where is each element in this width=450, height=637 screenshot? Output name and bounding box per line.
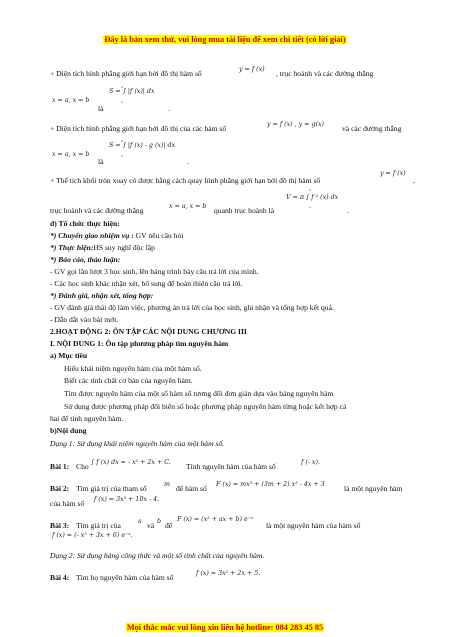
area2-dot: . <box>187 157 189 166</box>
area2-la: là <box>98 157 104 166</box>
ex3-mid: để <box>165 521 173 530</box>
ex2-pre: Tìm giá trị của tham số <box>76 484 147 493</box>
ex2-label: Bài 2: <box>50 484 70 493</box>
goal-item-4: Sử dụng được phương pháp đổi biến số hoặc phương pháp nguyên hàm từng hoặc kết hợp cả <box>64 402 347 411</box>
area2-upper-limit: b <box>121 139 123 143</box>
report-item-2: - Các học sinh khác nhận xét, bổ sung để hoàn thiện câu trả lời. <box>50 279 243 288</box>
area2-lines: x = a, x = b <box>52 151 90 158</box>
task-text: GV nêu câu hỏi <box>133 231 184 240</box>
area1-lower-limit: a <box>121 100 123 104</box>
volume-text: + Thể tích khối tròn xoay có được bằng cách quay hình phẳng giới hạn bởi đồ thị hàm số <box>50 176 321 185</box>
task-line <box>50 231 183 240</box>
ex2-tail: là một nguyên hàm <box>344 484 403 493</box>
hotline-banner <box>0 617 450 635</box>
area1-tail: , trục hoành và các đường thẳng <box>276 69 374 78</box>
area1-lines: x = a, x = b <box>52 97 90 104</box>
ex3-func: f (x) = (- x² + 3x + 6) e⁻ˣ. <box>52 532 133 539</box>
volume-lower-limit: a <box>309 205 311 209</box>
ex2-param: m <box>164 481 170 488</box>
ex1-equation: ∫ f (x) dx = - x² + 2x + C. <box>91 459 171 466</box>
ex3-a: a <box>138 518 142 525</box>
ex3-pre: Tìm giá trị của <box>76 521 121 530</box>
content1-heading: I. NỘI DUNG 1: Ôn tập phương pháp tìm nguyên hàm <box>50 339 229 348</box>
goal-item-1: Hiểu khái niệm nguyên hàm của một hàm số. <box>64 364 202 373</box>
ex2-line2: của hàm số <box>50 499 85 508</box>
eval-item-1: - GV đánh giá thái độ làm việc, phương án trả lời của học sinh, ghi nhận và tổng hợp kết quả. <box>50 303 334 312</box>
ex1-func: f (- x). <box>301 459 320 466</box>
ex2-equation: F (x) = mx³ + (3m + 2) x² - 4x + 3 <box>216 481 325 488</box>
report-item-1: - GV gọi lần lượt 3 học sinh, lên bảng trình bày câu trả lời của mình. <box>50 267 259 276</box>
volume-upper-limit: b <box>309 188 311 192</box>
type2-heading: Dạng 2: Sử dụng bảng công thức và một số tính chất của nguyên hàm. <box>50 551 265 560</box>
area1-text: + Diện tích hình phẳng giới hạn bởi đồ thị hàm số <box>50 69 202 78</box>
activity2-heading: 2.HOẠT ĐỘNG 2: ÔN TẬP CÁC NỘI DUNG CHƯƠNG III <box>50 327 247 336</box>
eval-label: *) Đánh giá, nhận xét, tổng hợp: <box>50 291 154 300</box>
area1-la: là <box>98 104 104 113</box>
ex1-mid: Tính nguyên hàm của hàm số <box>186 462 276 471</box>
area2-func: y = f (x) , y = g(x) <box>267 121 324 128</box>
area2-lower-limit: a <box>121 154 123 158</box>
area2-formula: S = ∫ |f (x) - g (x)| dx <box>109 142 176 149</box>
ex2-mid: để hàm số <box>176 484 207 493</box>
ex3-and: và <box>147 521 155 530</box>
goal-item-2: Biết các tính chất cơ bản của nguyên hàm. <box>64 376 193 385</box>
ex3-b: b <box>157 518 162 525</box>
area1-dot: . <box>168 104 170 113</box>
org-heading: d) Tổ chức thực hiện: <box>50 219 120 228</box>
ex4-label: Bài 4: <box>50 573 70 582</box>
area1-upper-limit: b <box>121 85 123 89</box>
volume-formula: V = π ∫ f ² (x) dx <box>286 194 339 201</box>
volume-func: y = f (x) <box>380 170 406 177</box>
report-label: *) Báo cáo, thảo luận: <box>50 255 121 264</box>
content-heading: b)Nội dung <box>50 426 87 435</box>
hotline-banner-text: Mọi thắc mắc vui lòng xin liên hệ hotline: 084 283 45 85 <box>126 623 324 632</box>
ex4-func: f (x) = 3x² + 2x + 5. <box>196 570 261 577</box>
exec-text: HS suy nghĩ độc lập <box>93 243 155 252</box>
type1-heading: Dạng 1: Sử dụng khái niệm nguyên hàm của một hàm số. <box>50 439 225 448</box>
goal-heading: a) Mục tiêu <box>50 351 88 360</box>
volume-lines: x = a, x = b <box>169 203 207 210</box>
volume-dot: . <box>347 206 349 215</box>
ex3-equation: F (x) = (x² + ax + b) e⁻ˣ <box>177 516 254 523</box>
area2-tail: và các đường thẳng <box>342 124 402 133</box>
area1-line <box>50 69 202 78</box>
ex3-label: Bài 3: <box>50 521 70 530</box>
volume-text3: quanh trục hoành là <box>214 206 275 215</box>
exec-label: *) Thực hiện: <box>50 243 94 252</box>
area1-formula: S = ∫ |f (x)| dx <box>109 88 155 95</box>
ex3-tail: là một nguyên hàm của hàm số <box>266 521 361 530</box>
volume-comma: , <box>413 176 415 185</box>
ex2-func: f (x) = 3x² + 10x - 4. <box>94 496 160 503</box>
volume-text2: trục hoành và các đường thẳng <box>50 206 144 215</box>
ex1-pre: Cho <box>76 462 89 471</box>
preview-banner <box>0 29 450 47</box>
area2-text: + Diện tích hình phẳng giới hạn bởi đồ thị của các hàm số <box>50 124 227 133</box>
eval-item-2: - Dẫn dắt vào bài mới. <box>50 315 119 324</box>
exec-line <box>50 243 155 252</box>
goal-item-3: Tìm được nguyên hàm của một số hàm số tương đối đơn giản dựa vào bảng nguyên hàm <box>64 389 334 398</box>
goal-item-4-cont: hai để tính nguyên hàm. <box>50 414 124 423</box>
area1-func: y = f (x) <box>239 66 265 73</box>
preview-banner-text: Đây là bản xem thử, vui lòng mua tài liệu để xem chi tiết (có lời giải) <box>104 35 346 44</box>
task-label: *) Chuyển giao nhiệm vụ : <box>50 231 134 240</box>
ex4-pre: Tìm họ nguyên hàm của hàm số <box>76 573 174 582</box>
ex1-label: Bài 1: <box>50 462 70 471</box>
